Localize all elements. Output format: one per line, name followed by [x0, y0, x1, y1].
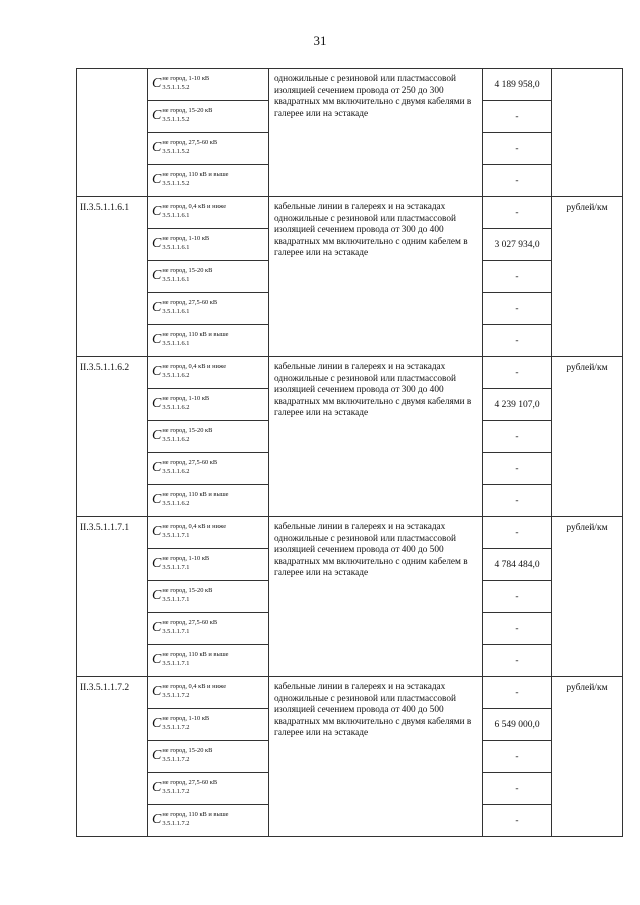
rate-category-label: не город, 0,4 кВ и ниже	[162, 683, 227, 690]
rate-category-label: не город, 15-20 кВ	[162, 267, 213, 274]
rate-value: 4 239 107,0	[483, 389, 552, 421]
rate-index: 3.5.1.1.6.2	[162, 372, 190, 379]
rate-value: -	[483, 613, 552, 645]
table-row	[77, 677, 623, 709]
rates-table	[76, 68, 623, 837]
rate-symbol: C	[152, 364, 162, 379]
rate-category-label: не город, 110 кВ и выше	[162, 811, 229, 818]
item-code: II.3.5.1.1.6.2	[77, 357, 148, 517]
rate-value: -	[483, 453, 552, 485]
rate-index: 3.5.1.1.7.2	[162, 756, 190, 763]
rate-symbol-cell	[148, 389, 269, 421]
rate-index: 3.5.1.1.7.1	[162, 628, 190, 635]
rate-category-label: не город, 0,4 кВ и ниже	[162, 523, 227, 530]
table-row	[77, 357, 623, 389]
rate-category-label: не город, 1-10 кВ	[162, 235, 210, 242]
rate-symbol-cell	[148, 229, 269, 261]
rate-symbol: C	[152, 524, 162, 539]
rate-category-label: не город, 15-20 кВ	[162, 107, 213, 114]
rate-symbol: C	[152, 140, 162, 155]
rate-symbol: C	[152, 492, 162, 507]
rate-symbol-cell	[148, 805, 269, 837]
rate-symbol-cell	[148, 517, 269, 549]
rate-symbol-cell	[148, 613, 269, 645]
item-code: II.3.5.1.1.7.2	[77, 677, 148, 837]
rate-value: -	[483, 165, 552, 197]
rate-symbol-cell	[148, 645, 269, 677]
rate-symbol: C	[152, 428, 162, 443]
rate-index: 3.5.1.1.7.2	[162, 820, 190, 827]
rate-symbol: C	[152, 396, 162, 411]
item-description: кабельные линии в галереях и на эстакадах одножильные с резиновой или пластмассовой изоляцией сечением провода от 300 до 400 квадратных мм включительно с одним кабелем в галерее или на эстакаде	[269, 197, 483, 357]
rate-category-label: не город, 27,5-60 кВ	[162, 779, 218, 786]
rate-index: 3.5.1.1.6.1	[162, 212, 190, 219]
rate-value: 6 549 000,0	[483, 709, 552, 741]
rate-value: -	[483, 133, 552, 165]
rate-value: -	[483, 645, 552, 677]
rate-symbol: C	[152, 300, 162, 315]
rate-index: 3.5.1.1.7.2	[162, 724, 190, 731]
rate-category-label: не город, 0,4 кВ и ниже	[162, 363, 227, 370]
rate-index: 3.5.1.1.6.1	[162, 308, 190, 315]
item-code	[77, 69, 148, 197]
rate-symbol: C	[152, 332, 162, 347]
rate-symbol: C	[152, 236, 162, 251]
item-description: кабельные линии в галереях и на эстакадах одножильные с резиновой или пластмассовой изоляцией сечением провода от 400 до 500 квадратных мм включительно с одним кабелем в галерее или на эстакаде	[269, 517, 483, 677]
rate-value: -	[483, 741, 552, 773]
rate-symbol-cell	[148, 325, 269, 357]
rate-category-label: не город, 0,4 кВ и ниже	[162, 203, 227, 210]
rate-value: 3 027 934,0	[483, 229, 552, 261]
table-row	[77, 517, 623, 549]
rate-category-label: не город, 15-20 кВ	[162, 427, 213, 434]
rate-category-label: не город, 27,5-60 кВ	[162, 619, 218, 626]
rate-value: -	[483, 101, 552, 133]
rate-symbol: C	[152, 76, 162, 91]
rate-value: -	[483, 773, 552, 805]
rate-symbol: C	[152, 204, 162, 219]
rate-category-label: не город, 1-10 кВ	[162, 715, 210, 722]
rate-symbol: C	[152, 172, 162, 187]
rate-value: -	[483, 421, 552, 453]
rate-symbol: C	[152, 556, 162, 571]
rate-category-label: не город, 27,5-60 кВ	[162, 459, 218, 466]
rate-category-label: не город, 27,5-60 кВ	[162, 299, 218, 306]
rate-symbol-cell	[148, 197, 269, 229]
rate-symbol: C	[152, 684, 162, 699]
rate-index: 3.5.1.1.7.1	[162, 596, 190, 603]
rate-symbol-cell	[148, 261, 269, 293]
unit-of-measure: рублей/км	[552, 517, 623, 677]
rate-value: 4 784 484,0	[483, 549, 552, 581]
rate-index: 3.5.1.1.7.1	[162, 532, 190, 539]
rate-value: -	[483, 357, 552, 389]
rate-symbol-cell	[148, 773, 269, 805]
rate-symbol: C	[152, 588, 162, 603]
rate-symbol-cell	[148, 549, 269, 581]
unit-of-measure: рублей/км	[552, 197, 623, 357]
rates-table-body	[77, 69, 623, 837]
rate-index: 3.5.1.1.6.1	[162, 276, 190, 283]
rate-symbol-cell	[148, 133, 269, 165]
rate-symbol: C	[152, 620, 162, 635]
rate-value: -	[483, 485, 552, 517]
rate-symbol: C	[152, 780, 162, 795]
rate-category-label: не город, 15-20 кВ	[162, 747, 213, 754]
rate-symbol: C	[152, 108, 162, 123]
rate-value: 4 189 958,0	[483, 69, 552, 101]
rate-symbol: C	[152, 812, 162, 827]
rate-index: 3.5.1.1.6.2	[162, 468, 190, 475]
rate-symbol-cell	[148, 741, 269, 773]
rate-value: -	[483, 325, 552, 357]
rate-index: 3.5.1.1.5.2	[162, 84, 190, 91]
table-row	[77, 197, 623, 229]
rate-category-label: не город, 27,5-60 кВ	[162, 139, 218, 146]
rate-symbol: C	[152, 268, 162, 283]
unit-of-measure: рублей/км	[552, 357, 623, 517]
rate-value: -	[483, 197, 552, 229]
rate-category-label: не город, 110 кВ и выше	[162, 171, 229, 178]
rate-symbol-cell	[148, 677, 269, 709]
unit-of-measure: рублей/км	[552, 677, 623, 837]
item-code: II.3.5.1.1.7.1	[77, 517, 148, 677]
rate-value: -	[483, 581, 552, 613]
rate-value: -	[483, 677, 552, 709]
rate-index: 3.5.1.1.6.1	[162, 244, 190, 251]
table-row	[77, 69, 623, 101]
rate-index: 3.5.1.1.5.2	[162, 116, 190, 123]
rate-symbol-cell	[148, 581, 269, 613]
item-code: II.3.5.1.1.6.1	[77, 197, 148, 357]
rate-symbol-cell	[148, 453, 269, 485]
rate-symbol-cell	[148, 293, 269, 325]
rate-value: -	[483, 261, 552, 293]
rate-index: 3.5.1.1.7.2	[162, 788, 190, 795]
rate-symbol-cell	[148, 421, 269, 453]
rate-index: 3.5.1.1.7.1	[162, 660, 190, 667]
rate-index: 3.5.1.1.6.1	[162, 340, 190, 347]
rate-value: -	[483, 293, 552, 325]
unit-of-measure	[552, 69, 623, 197]
rate-value: -	[483, 517, 552, 549]
rate-category-label: не город, 1-10 кВ	[162, 395, 210, 402]
rate-category-label: не город, 1-10 кВ	[162, 75, 210, 82]
rate-index: 3.5.1.1.6.2	[162, 436, 190, 443]
rate-symbol: C	[152, 748, 162, 763]
rate-category-label: не город, 1-10 кВ	[162, 555, 210, 562]
rate-index: 3.5.1.1.7.1	[162, 564, 190, 571]
rate-symbol-cell	[148, 357, 269, 389]
rate-symbol-cell	[148, 165, 269, 197]
rate-index: 3.5.1.1.6.2	[162, 404, 190, 411]
rate-category-label: не город, 110 кВ и выше	[162, 331, 229, 338]
rate-symbol-cell	[148, 69, 269, 101]
rate-symbol: C	[152, 716, 162, 731]
rate-index: 3.5.1.1.7.2	[162, 692, 190, 699]
rate-symbol-cell	[148, 101, 269, 133]
rate-symbol-cell	[148, 709, 269, 741]
page-number: 31	[313, 33, 327, 48]
item-description: одножильные с резиновой или пластмассовой изоляцией сечением провода от 250 до 300 квадратных мм включительно с двумя кабелями в галерее или на эстакаде	[269, 69, 483, 197]
rate-category-label: не город, 110 кВ и выше	[162, 491, 229, 498]
rate-symbol: C	[152, 460, 162, 475]
rate-category-label: не город, 15-20 кВ	[162, 587, 213, 594]
item-description: кабельные линии в галереях и на эстакадах одножильные с резиновой или пластмассовой изоляцией сечением провода от 300 до 400 квадратных мм включительно с двумя кабелями в галерее или на эстакаде	[269, 357, 483, 517]
rate-index: 3.5.1.1.6.2	[162, 500, 190, 507]
item-description: кабельные линии в галереях и на эстакадах одножильные с резиновой или пластмассовой изоляцией сечением провода от 400 до 500 квадратных мм включительно с двумя кабелями в галерее или на эстакаде	[269, 677, 483, 837]
rate-category-label: не город, 110 кВ и выше	[162, 651, 229, 658]
rate-index: 3.5.1.1.5.2	[162, 148, 190, 155]
rate-symbol: C	[152, 652, 162, 667]
rate-value: -	[483, 805, 552, 837]
rate-index: 3.5.1.1.5.2	[162, 180, 190, 187]
rate-symbol-cell	[148, 485, 269, 517]
